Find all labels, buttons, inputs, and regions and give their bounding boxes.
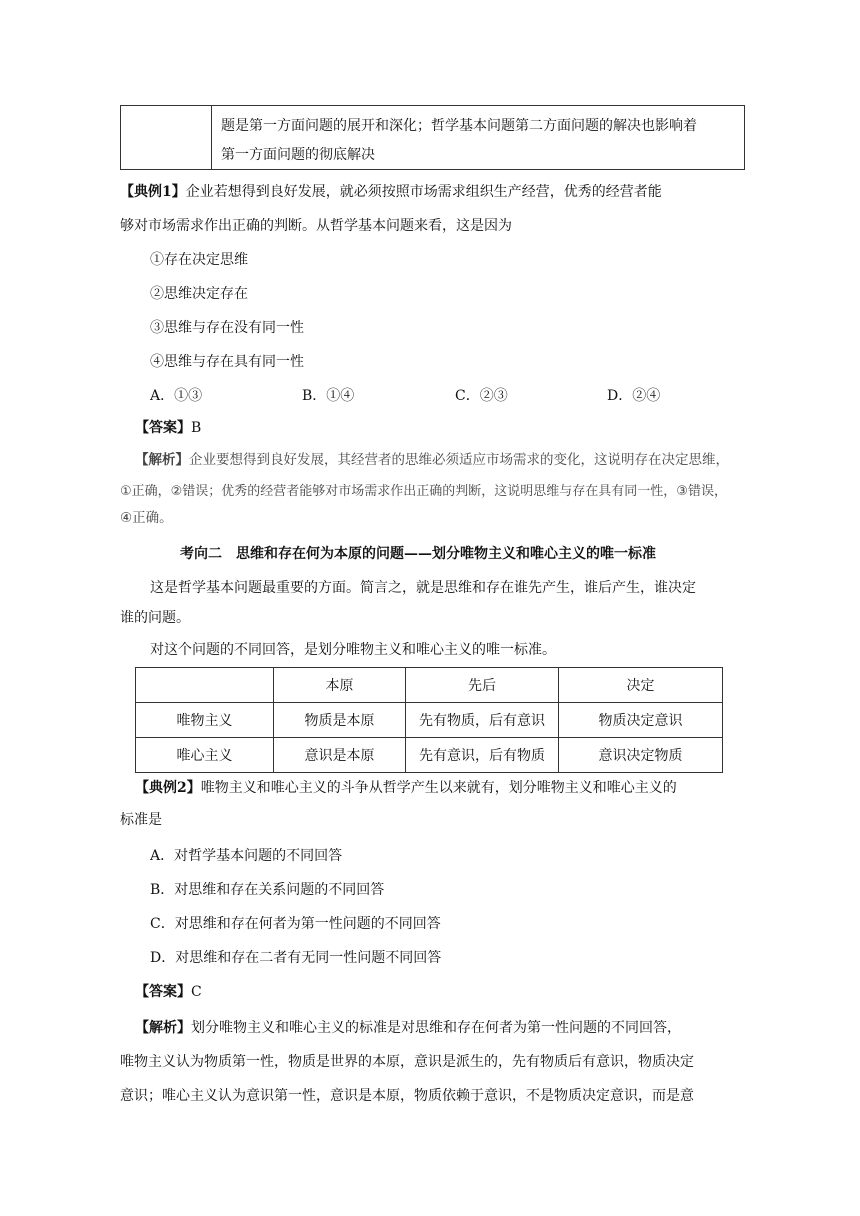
section2-title: 考向二 思维和存在何为本原的问题——划分唯物主义和唯心主义的唯一标准 [180, 546, 656, 562]
example1-option-a: A．①③ [150, 388, 203, 404]
example2-question-line1: 【典例2】唯物主义和唯心主义的斗争从哲学产生以来就有，划分唯物主义和唯心主义的 [135, 780, 677, 796]
example2-question-line2: 标准是 [120, 812, 162, 828]
example2-analysis-line2: 唯物主义认为物质第一性，物质是世界的本原，意识是派生的，先有物质后有意识，物质决定 [120, 1054, 694, 1070]
example2-option-d: D．对思维和存在二者有无同一性问题不同回答 [150, 950, 442, 966]
top-table-line2: 第一方面问题的彻底解决 [221, 147, 375, 163]
example1-question-line1: 【典例1】企业若想得到良好发展，就必须按照市场需求组织生产经营，优秀的经营者能 [120, 184, 662, 200]
example2-option-a: A．对哲学基本问题的不同回答 [150, 848, 343, 864]
table-cell: 唯物主义 [136, 703, 274, 738]
example1-analysis-line2: ①正确，②错误；优秀的经营者能够对市场需求作出正确的判断，这说明思维与存在具有同一性，③错误， [120, 484, 727, 499]
table-cell: 物质决定意识 [559, 703, 723, 738]
section2-para2: 对这个问题的不同回答，是划分唯物主义和唯心主义的唯一标准。 [150, 642, 556, 658]
example2-option-c: C．对思维和存在何者为第一性问题的不同回答 [150, 916, 441, 932]
table-cell: 唯心主义 [136, 738, 274, 773]
table-cell: 意识是本原 [274, 738, 406, 773]
example1-item-3: ③思维与存在没有同一性 [150, 320, 304, 336]
section2-para1-line2: 谁的问题。 [120, 610, 190, 626]
table-cell: 意识决定物质 [559, 738, 723, 773]
table-header-row [136, 668, 723, 703]
table-header-cell: 先后 [406, 668, 559, 703]
example1-item-2: ②思维决定存在 [150, 286, 248, 302]
example2-answer: 【答案】C [135, 984, 202, 1000]
comparison-table [135, 667, 723, 773]
example2-analysis-line3: 意识；唯心主义认为意识第一性，意识是本原，物质依赖于意识，不是物质决定意识，而是意 [120, 1088, 694, 1104]
table-row [136, 738, 723, 773]
example1-option-d: D．②④ [607, 388, 661, 404]
top-table-line1: 题是第一方面问题的展开和深化；哲学基本问题第二方面问题的解决也影响着 [221, 118, 697, 134]
section2-para1-line1: 这是哲学基本问题最重要的方面。简言之，就是思维和存在谁先产生，谁后产生，谁决定 [150, 580, 696, 596]
example1-item-4: ④思维与存在具有同一性 [150, 354, 304, 370]
example1-item-1: ①存在决定思维 [150, 252, 248, 268]
top-table-fragment [120, 105, 745, 170]
table-cell: 物质是本原 [274, 703, 406, 738]
example2-option-b: B．对思维和存在关系问题的不同回答 [150, 882, 385, 898]
table-header-cell: 决定 [559, 668, 723, 703]
example1-answer: 【答案】B [135, 420, 202, 436]
example1-option-b: B．①④ [302, 388, 355, 404]
example1-label: 【典例1】 [120, 184, 186, 200]
example2-analysis-line1: 【解析】划分唯物主义和唯心主义的标准是对思维和存在何者为第一性问题的不同回答， [135, 1020, 681, 1036]
example1-analysis-line3: ④正确。 [120, 510, 173, 526]
example1-analysis-line1: 【解析】企业要想得到良好发展，其经营者的思维必须适应市场需求的变化，这说明存在决定思维， [135, 452, 729, 468]
example1-option-c: C．②③ [455, 388, 508, 404]
table-cell: 先有意识，后有物质 [406, 738, 559, 773]
table-header-cell: 本原 [274, 668, 406, 703]
table-row [136, 703, 723, 738]
example2-label: 【典例2】 [135, 780, 201, 796]
table-header-cell [136, 668, 274, 703]
example1-question-line2: 够对市场需求作出正确的判断。从哲学基本问题来看，这是因为 [120, 218, 512, 234]
table-cell: 先有物质，后有意识 [406, 703, 559, 738]
top-table-left-cell [121, 106, 212, 169]
